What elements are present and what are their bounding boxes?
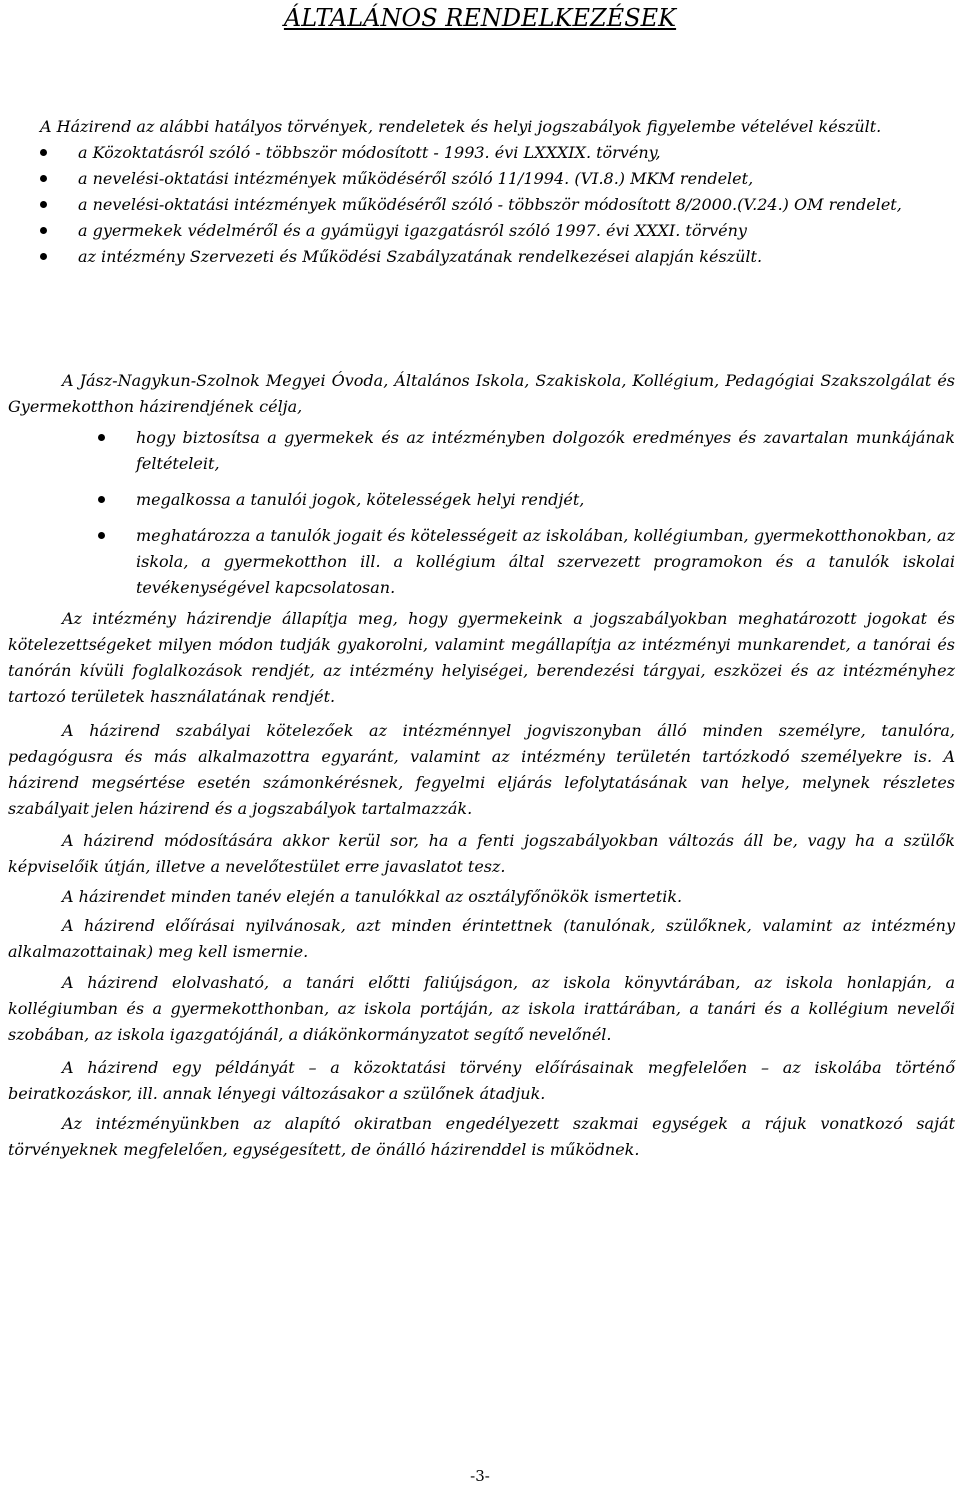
paragraph: A házirend egy példányát – a közoktatási törvény előírásainak megfelelően – az iskolába történő beiratkozáskor, ill. annak lényegi változásakor a szülőnek átadjuk. [8,1058,955,1103]
paragraph: Az intézményünkben az alapító okiratban engedélyezett szakmai egységek a rájuk vonatkozó saját törvényeknek megfelelően, egységesített, de önálló házirenddel is működnek. [8,1114,955,1159]
goals-list [98,425,955,611]
bullet-icon [98,434,105,441]
list-item-text: a nevelési-oktatási intézmények működéséről szóló 11/1994. (VI.8.) MKM rendelet, [78,169,754,188]
page-number: -3- [470,1467,490,1485]
section-title: ÁLTALÁNOS RENDELKEZÉSEK [283,4,677,32]
paragraph: A házirend módosítására akkor kerül sor, ha a fenti jogszabályokban változás áll be, vagy ha a szülők képviselőik útján, illetve a nevelőtestület erre javaslatot tesz. [8,831,955,876]
list-item [40,166,955,192]
legal-sources-list [40,140,955,270]
bullet-icon [98,496,105,503]
bullet-icon [40,175,47,182]
bullet-icon [40,253,47,260]
intro-text: A Házirend az alábbi hatályos törvények, rendeletek és helyi jogszabályok figyelembe vételével készült. [40,117,882,136]
list-item-text: a gyermekek védelméről és a gyámügyi igazgatásról szóló 1997. évi XXXI. törvény [78,221,747,240]
list-item [40,140,955,166]
purpose-intro: A Jász-Nagykun-Szolnok Megyei Óvoda, Általános Iskola, Szakiskola, Kollégium, Pedagógiai Szakszolgálat és Gyermekotthon házirendjének célja, [8,371,955,416]
paragraph: A házirend szabályai kötelezőek az intézménnyel jogviszonyban álló minden személyre, tanulóra, pedagógusra és más alkalmazottra egyaránt, valamint az intézmény területén tartózkodó személyekre is. A házirend megsértése esetén számonkérésnek, fegyelmi eljárás lefolytatásának van helye, melynek részletes szabályait jelen házirend és a jogszabályok tartalmazzák. [8,721,955,818]
paragraph: Az intézmény házirendje állapítja meg, hogy gyermekeink a jogszabályokban meghatározott jogokat és kötelezettségeket milyen módon tudják gyakorolni, valamint megállapítja az intézményi munkarendet, a tanórai és tanórán kívüli foglalkozások rendjét, az intézmény helyiségei, berendezési tárgyai, eszközei és az intézményhez tartozó területek használatának rendjét. [8,609,955,706]
list-item-text: meghatározza a tanulók jogait és kötelességeit az iskolában, kollégiumban, gyermekotthonokban, az iskola, a gyermekotthon ill. a kollégium által szervezett programokon és a tanulók iskolai tevékenységével kapcsolatosan. [136,526,955,597]
list-item-text: a Közoktatásról szóló - többször módosított - 1993. évi LXXXIX. törvény, [78,143,661,162]
bullet-icon [40,149,47,156]
list-item [40,192,955,218]
paragraph: A házirendet minden tanév elején a tanulókkal az osztályfőnökök ismertetik. [62,887,683,906]
bullet-icon [40,227,47,234]
list-item-text: hogy biztosítsa a gyermekek és az intézményben dolgozók eredményes és zavartalan munkájának feltételeit, [136,428,955,473]
list-item [98,425,955,477]
list-item [98,523,955,601]
list-item-text: az intézmény Szervezeti és Működési Szabályzatának rendelkezései alapján készült. [78,247,763,266]
list-item [40,218,955,244]
list-item-text: megalkossa a tanulói jogok, kötelességek helyi rendjét, [136,490,585,509]
bullet-icon [40,201,47,208]
list-item [98,487,955,513]
bullet-icon [98,532,105,539]
list-item [40,244,955,270]
paragraph: A házirend elolvasható, a tanári előtti faliújságon, az iskola könyvtárában, az iskola honlapján, a kollégiumban és a gyermekotthonban, az iskola portáján, az iskola irattárában, a tanári és a kollégium nevelői szobában, az iskola igazgatójánál, a diákönkormányzatot segítő nevelőnél. [8,973,955,1044]
list-item-text: a nevelési-oktatási intézmények működéséről szóló - többször módosított 8/2000.(V.24.) OM rendelet, [78,195,902,214]
paragraph: A házirend előírásai nyilvánosak, azt minden érintettnek (tanulónak, szülőknek, valamint az intézmény alkalmazottainak) meg kell ismernie. [8,916,955,961]
